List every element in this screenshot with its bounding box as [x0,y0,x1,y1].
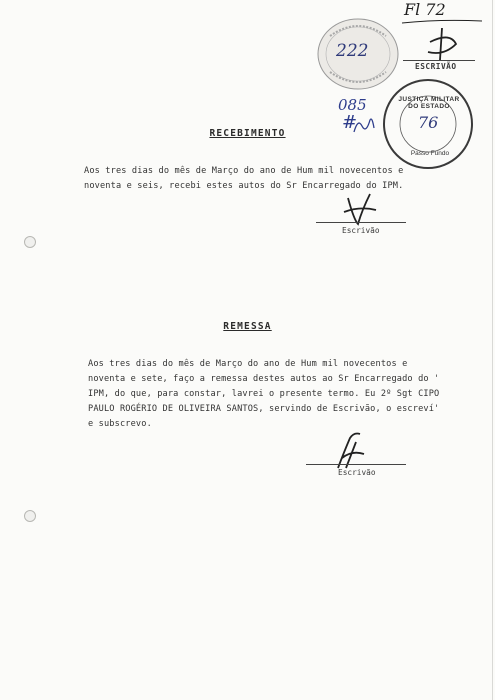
remessa-line-3: IPM, do que, para constar, lavrei o presente termo. Eu 2º Sgt CIPO [88,389,440,399]
folio-number: Fl 72 [404,0,446,19]
remessa-line-5: e subscrevo. [88,419,152,429]
military-seal-city: Passo Fundo [410,150,450,157]
remessa-heading: REMESSA [223,321,272,332]
escrivao-line-top [403,60,475,61]
remessa-signature [330,428,370,472]
punch-hole-bottom [24,510,36,522]
military-seal-text: JUSTIÇA MILITAR DO ESTADO [398,96,460,110]
page-edge-line [492,0,493,700]
escrivao-stamp-label: ESCRIVÃO [415,62,457,71]
recebimento-line-2: noventa e seis, recebi estes autos do Sr Encarregado do IPM. [84,181,404,191]
remessa-signature-line [306,464,406,465]
escrivao-signature-top [420,22,460,62]
remessa-line-4: PAULO ROGÉRIO DE OLIVEIRA SANTOS, servindo de Escrivão, o escreví' [88,404,440,414]
recebimento-signature-label: Escrivão [342,226,380,235]
handwritten-note: 085 [338,96,367,114]
remessa-line-2: noventa e sete, faço a remessa destes autos ao Sr Encarregado do ' [88,374,440,384]
recebimento-heading: RECEBIMENTO [209,128,286,139]
receipt-stamp-number: 222 [336,41,369,61]
punch-hole-top [24,236,36,248]
recebimento-signature-line [316,222,406,223]
remessa-line-1: Aos tres dias do mês de Março do ano de Hum mil novecentos e [88,359,408,369]
recebimento-signature [340,190,380,230]
recebimento-line-1: Aos tres dias do mês de Março do ano de Hum mil novecentos e [84,166,404,176]
remessa-signature-label: Escrivão [338,468,376,477]
handwritten-initial: # [342,112,358,133]
military-seal-number: 76 [418,113,439,132]
